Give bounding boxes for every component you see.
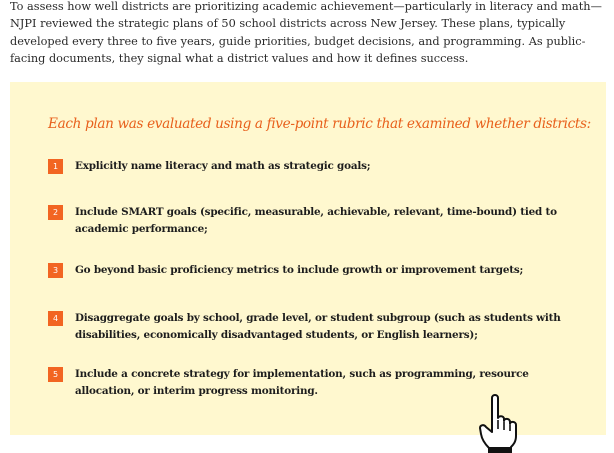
intro-paragraph: To assess how well districts are prioritizing academic achievement—particularly in literacy and math—NJPI reviewed the strategic plans of 50 school districts across New Jersey. These plans, typically developed every three to five years, guide priorities, budget decisions, and programming. As public-facing documents, they signal what a district values and how it defines success. xyxy=(10,0,602,65)
item-text: Go beyond basic proficiency metrics to include growth or improvement targets; xyxy=(75,264,524,276)
item-number-badge: 1 xyxy=(48,159,63,174)
hand-pointer-icon xyxy=(470,392,530,453)
item-number-badge: 3 xyxy=(48,263,63,278)
rubric-panel xyxy=(10,82,606,435)
item-text: Include a concrete strategy for implementation, such as programming, resource allocation, or interim progress monitoring. xyxy=(75,368,529,397)
rubric-heading: Each plan was evaluated using a five-point rubric that examined whether districts: xyxy=(48,116,591,132)
item-text: Include SMART goals (specific, measurable, achievable, relevant, time-bound) tied to academic performance; xyxy=(75,206,557,235)
item-number-badge: 4 xyxy=(48,311,63,326)
item-text: Explicitly name literacy and math as strategic goals; xyxy=(75,160,371,172)
item-number-badge: 2 xyxy=(48,205,63,220)
item-number-badge: 5 xyxy=(48,367,63,382)
item-text: Disaggregate goals by school, grade level, or student subgroup (such as students with disabilities, economically disadvantaged students, or English learners); xyxy=(75,312,561,341)
